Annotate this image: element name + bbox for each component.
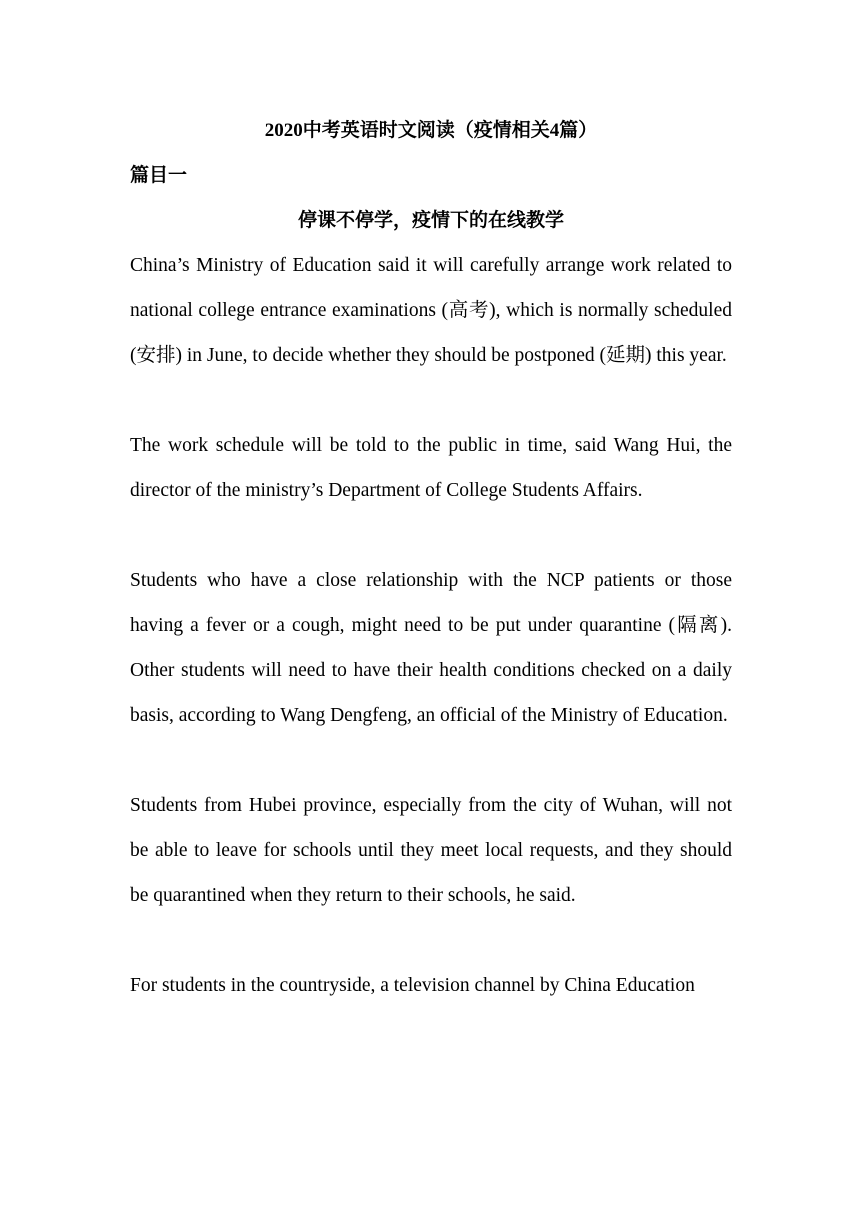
paragraph-4: Students from Hubei province, especially from the city of Wuhan, will not be able to leave for schools until they meet local requests, and they should be quarantined when they return to their schools, he said.	[130, 795, 732, 906]
document-title: 2020中考英语时文阅读（疫情相关4篇）	[264, 120, 598, 141]
paragraph-2: The work schedule will be told to the public in time, said Wang Hui, the director of the ministry’s Department of College Students Affairs.	[130, 435, 732, 501]
section-label: 篇目一	[130, 165, 188, 186]
paragraph-1: China’s Ministry of Education said it will carefully arrange work related to national college entrance examinations (高考), which is normally scheduled (安排) in June, to decide whether they should be postponed (延期) this year.	[130, 255, 732, 366]
article-title: 停课不停学，疫情下的在线教学	[297, 210, 564, 231]
document-page	[130, 108, 732, 1008]
paragraph-3: Students who have a close relationship with the NCP patients or those having a fever or a cough, might need to be put under quarantine (隔离). Other students will need to have their health conditions checked on a daily basis, according to Wang Dengfeng, an official of the Ministry of Education.	[130, 570, 732, 726]
paragraph-5: For students in the countryside, a television channel by China Education	[130, 975, 695, 996]
